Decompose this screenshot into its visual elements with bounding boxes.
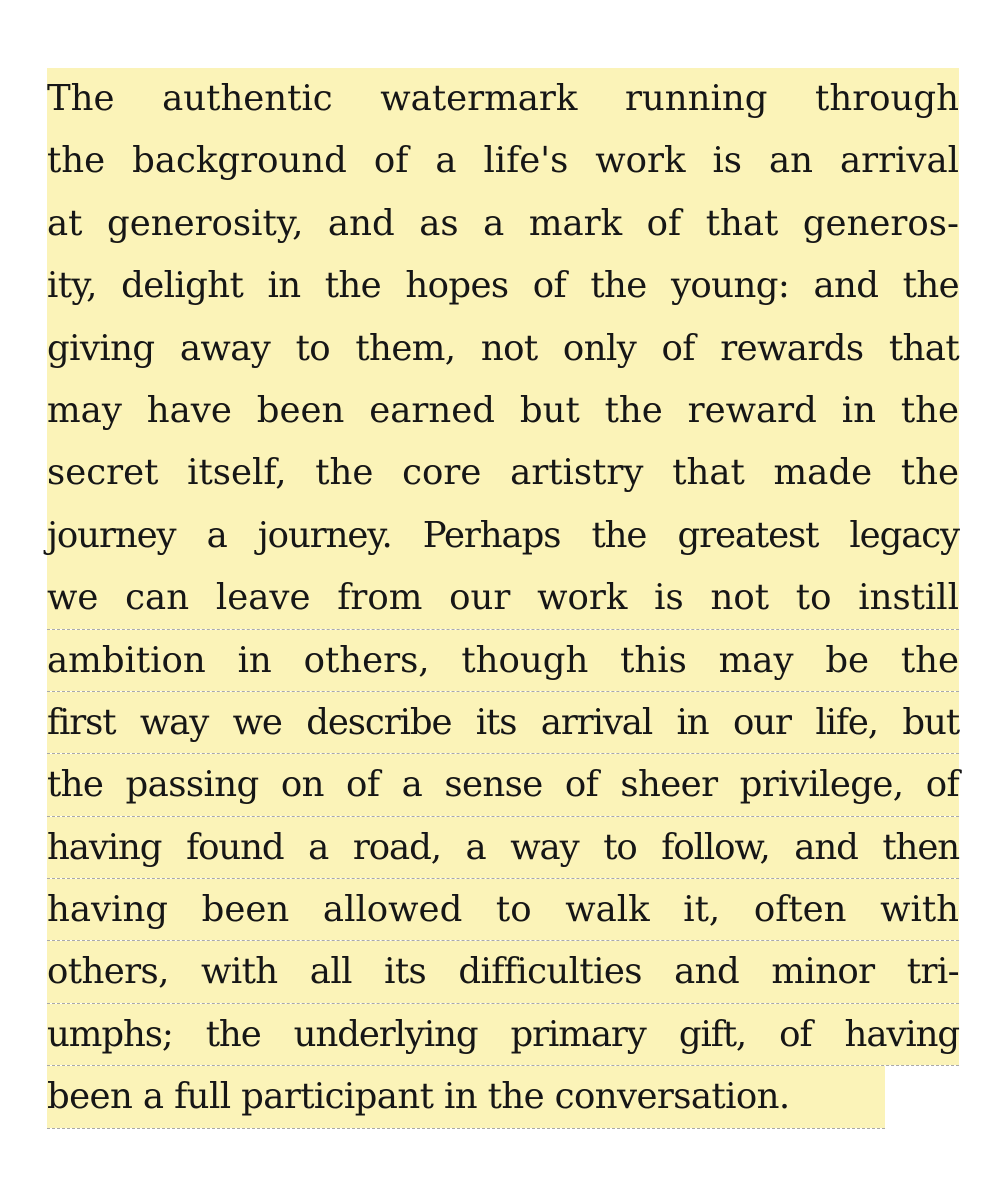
text-line [47, 1066, 885, 1128]
line-text: others, with all its difficulties and minor tri- [47, 951, 959, 993]
text-line [47, 567, 959, 629]
document-page [47, 68, 959, 1129]
line-text: ambition in others, though this may be the [47, 639, 959, 681]
text-line [47, 692, 959, 754]
line-text: may have been earned but the reward in the [47, 389, 959, 431]
text-line [47, 941, 959, 1003]
text-line [47, 1004, 959, 1066]
line-text: secret itself, the core artistry that made the [47, 452, 959, 494]
text-line [47, 879, 959, 941]
line-text: journey a journey. Perhaps the greatest legacy [47, 514, 959, 556]
line-text: giving away to them, not only of rewards that [47, 327, 959, 369]
line-text: at generosity, and as a mark of that generos- [47, 202, 959, 244]
line-text: The authentic watermark running through [47, 78, 959, 119]
line-text: we can leave from our work is not to instill [47, 577, 959, 619]
line-text: ity, delight in the hopes of the young: and the [47, 265, 959, 307]
text-line [47, 193, 959, 255]
text-line [47, 318, 959, 380]
line-text: having been allowed to walk it, often with [47, 889, 959, 931]
text-line [47, 255, 959, 317]
text-line [47, 630, 959, 692]
text-line [47, 817, 959, 879]
line-text: having found a road, a way to follow, and then [47, 826, 959, 868]
line-text: the passing on of a sense of sheer privilege, of [47, 764, 959, 806]
text-line [47, 505, 959, 567]
text-line [47, 380, 959, 442]
line-text: first way we describe its arrival in our life, but [47, 701, 959, 743]
text-line [47, 130, 959, 192]
text-line [47, 754, 959, 816]
line-text: the background of a life's work is an arrival [47, 140, 959, 182]
text-line [47, 68, 959, 130]
line-text: umphs; the underlying primary gift, of having [47, 1013, 959, 1055]
line-text: been a full participant in the conversation. [47, 1076, 790, 1118]
text-line [47, 442, 959, 504]
